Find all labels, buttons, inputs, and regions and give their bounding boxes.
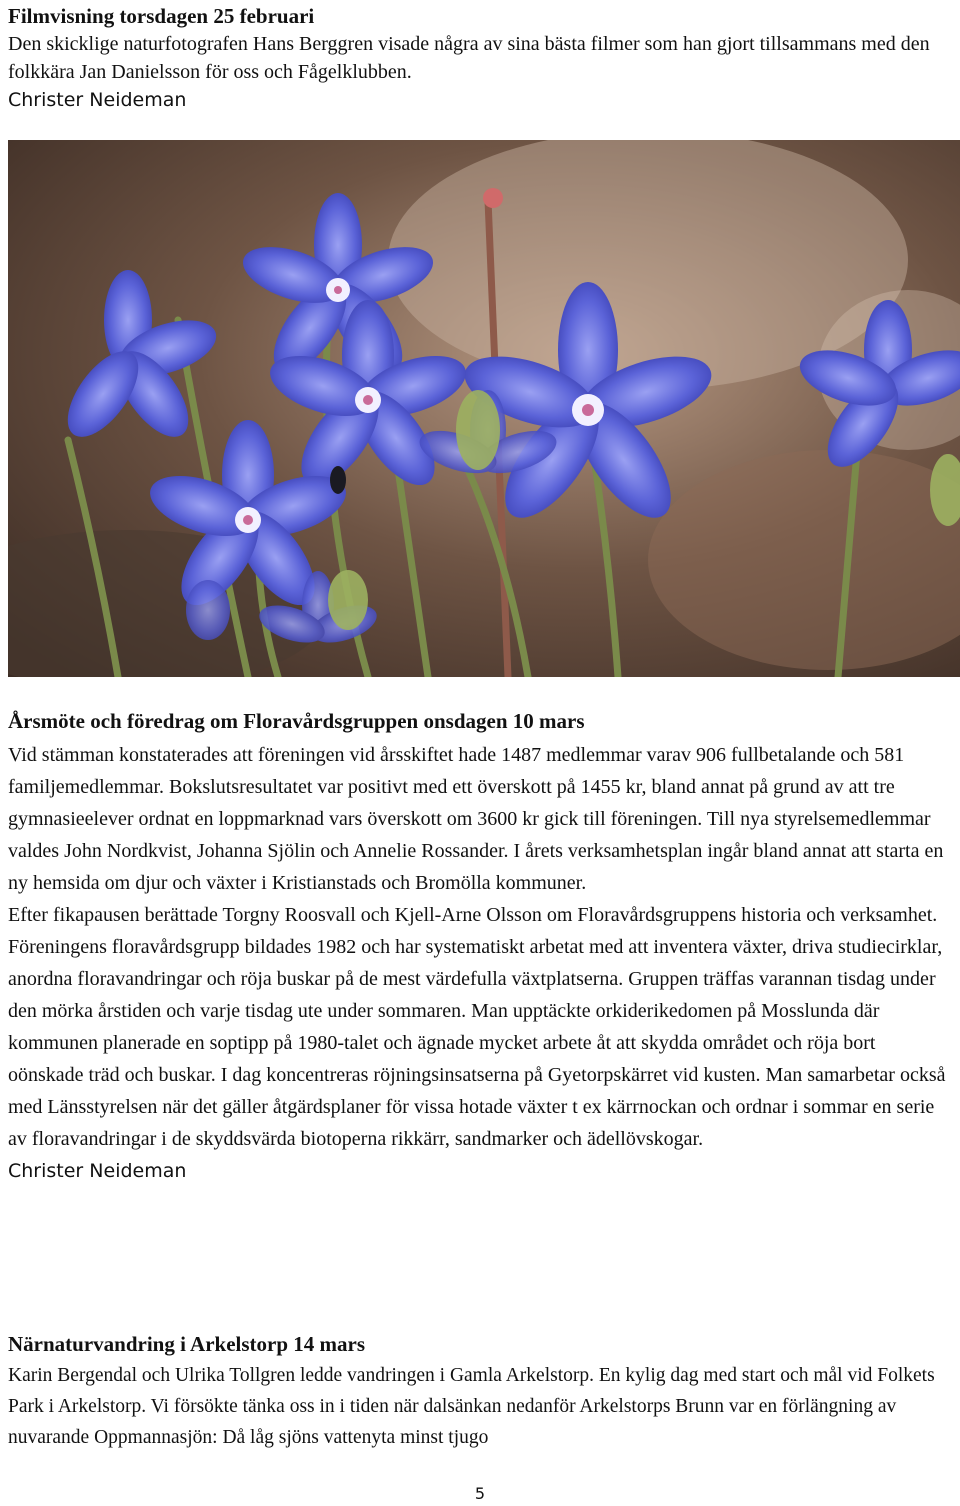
page [8,0,952,114]
paragraph: Vid stämman konstaterades att föreningen vid årsskiftet hade 1487 medlemmar varav 906 fullbetalande och 581 familjemedlemmar. Bokslutsresultatet var positivt med ett överskott på 1455 kr, bland annat på grund av att tre gymnasieelever ordnat en loppmarknad vars överskott om 3600 kr gick till föreningen. Till nya styrelsemedlemmar valdes John Nordkvist, Johanna Sjölin och Annelie Rossander. I årets verksamhetsplan ingår bland annat att starta en ny hemsida om djur och växter i Kristianstads och Bromölla kommuner. [8,744,944,894]
hepatica-flowers-image [8,140,960,677]
paragraph: Efter fikapausen berättade Torgny Roosvall och Kjell-Arne Olsson om Floravårdsgruppens historia och verksamhet. Föreningens floravårdsgrupp bildades 1982 och har systematiskt arbetat med att inventera växter, driva studiecirklar, anordna floravandringar och röja buskar på de mest värdefulla växtplatserna. Gruppen träffas varannan tisdag under den mörka årstiden och varje tisdag ute under sommaren. Man upptäckte orkiderikedomen på Mosslunda där kommunen planerade en soptipp på 1980-talet och ägnade mycket arbete åt att skydda området och röja bort oönskade träd och buskar. I dag koncentreras röjningsinsatserna på Gyetorpskärret vid kusten. Man samarbetar också med Länsstyrelsen när det gäller åtgärdsplaner för vissa hotade växter t ex kärrnockan och ordnar i sommar en serie av floravandringar i de skyddsvärda biotoperna rikkärr, sandmarker och ädellövskogar. [8,904,946,1150]
signature: Christer Neideman [8,1160,187,1182]
paragraph: Karin Bergendal och Ulrika Tollgren ledde vandringen i Gamla Arkelstorp. En kylig dag med start och mål vid Folkets Park i Arkelstorp. Vi försökte tänka oss in i tiden när dalsänkan nedanför Arkelstorps Brunn var en förlängning av nuvarande Oppmannasjön: Då låg sjöns vattenyta minst tjugo [8,1365,935,1448]
section-nature-walk [8,1330,954,1453]
section-title: Filmvisning torsdagen 25 februari [8,4,315,28]
section-film-screening [8,2,952,114]
section-annual-meeting [8,707,954,1187]
page-number: 5 [474,1484,486,1503]
section-title: Närnaturvandring i Arkelstorp 14 mars [8,1332,365,1356]
section-title: Årsmöte och föredrag om Floravårdsgruppen onsdagen 10 mars [8,709,585,733]
signature: Christer Neideman [8,89,187,111]
section-body: Den skicklige naturfotografen Hans Berggren visade några av sina bästa filmer som han gjort tillsammans med den folkkära Jan Danielsson för oss och Fågelklubben. [8,33,930,83]
hepatica-flowers-photo [8,140,960,677]
